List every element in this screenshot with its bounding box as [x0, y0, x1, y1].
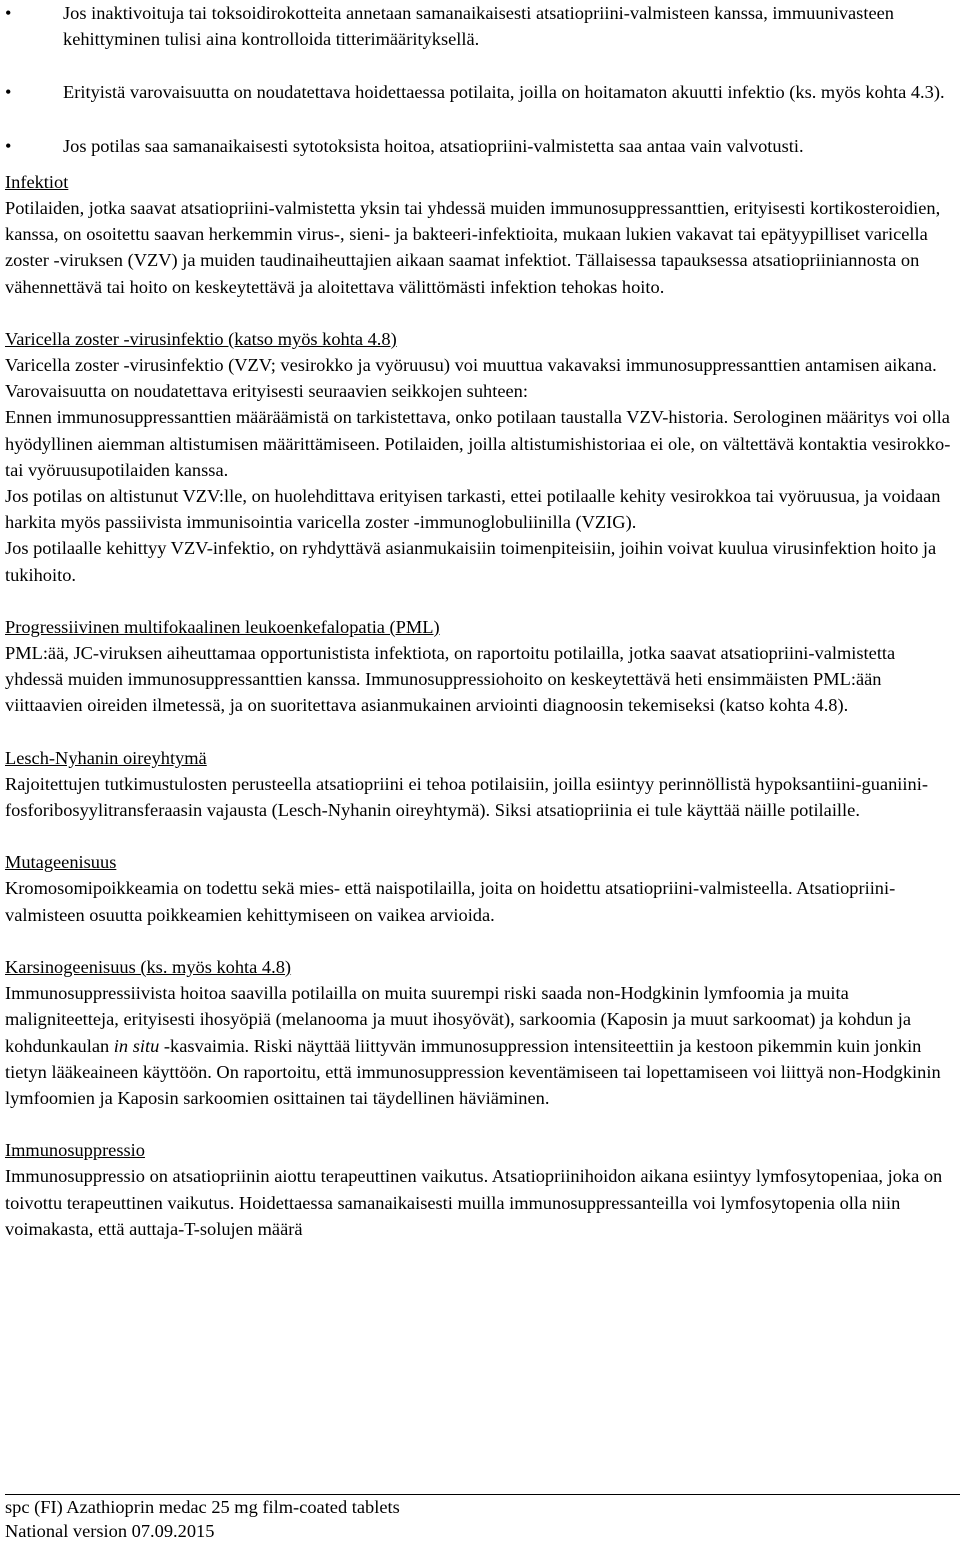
paragraph-text: Immunosuppressiivista hoitoa saavilla potilailla on muita suurempi riski saada non-Hodgkinin lymfoomia ja muita maligniteetteja, erityisesti ihosyöpiä (melanooma ja muut ihosyövät), sarkoomia (Kaposin ja muut sarkoomat) ja kohdun ja kohdunkaulan — [5, 983, 912, 1056]
section-lesch-nyhan — [5, 745, 955, 824]
section-heading: Mutageenisuus — [5, 852, 117, 873]
bullet-dot-icon: • — [5, 3, 12, 23]
bullet-dot-icon: • — [5, 135, 12, 156]
section-varicella — [5, 326, 955, 588]
section-heading: Varicella zoster -virusinfektio (katso myös kohta 4.8) — [5, 328, 397, 349]
footer-document-title: spc (FI) Azathioprin medac 25 mg film-coated tablets — [5, 1497, 400, 1517]
paragraph — [5, 980, 955, 1111]
section-heading: Immunosuppressio — [5, 1140, 145, 1161]
section-pml — [5, 614, 955, 719]
section-immunosuppressio — [5, 1137, 955, 1242]
section-mutageenisuus — [5, 849, 955, 928]
bullet-item — [5, 0, 955, 52]
document-page — [5, 0, 955, 1268]
bullet-item — [5, 79, 955, 105]
page-footer — [5, 1494, 960, 1543]
paragraph: Kromosomipoikkeamia on todettu sekä mies- että naispotilailla, joita on hoidettu atsatiopriini-valmisteella. Atsatiopriini-valmisteen osuutta poikkeamien kehittymiseen on vaikea arvioida. — [5, 878, 896, 925]
bullet-dot-icon: • — [5, 82, 12, 103]
footer-version: National version 07.09.2015 — [5, 1521, 215, 1541]
paragraph: Jos potilaalle kehittyy VZV-infektio, on ryhdyttävä asianmukaisiin toimenpiteisiin, joihin voivat kuulua virusinfektion hoito ja tukihoito. — [5, 538, 937, 585]
section-heading: Infektiot — [5, 171, 69, 192]
section-heading: Lesch-Nyhanin oireyhtymä — [5, 747, 207, 768]
paragraph: Rajoitettujen tutkimustulosten perusteella atsatiopriini ei tehoa potilaisiin, joilla esiintyy perinnöllistä hypoksantiini-guaniini-fosforibosyylitransferaasin vajausta (Lesch-Nyhanin oireyhtymä). Siksi atsatiopriinia ei tule käyttää näille potilaille. — [5, 773, 928, 821]
paragraph-text: -kasvaimia. Riski näyttää liittyvän immunosuppression intensiteettiin ja kestoon pikemmin kuin jonkin tietyn lääkeaineen käyttöön. On raportoitu, että immunosuppression keventämiseen tai lopettamiseen voi liittyä non-Hodgkinin lymfoomien ja Kaposin sarkoomien osittainen tai täydellinen häviäminen. — [5, 1035, 941, 1108]
paragraph: Potilaiden, jotka saavat atsatiopriini-valmistetta yksin tai yhdessä muiden immunosuppressanttien, erityisesti kortikosteroidien, kanssa, on osoitettu saavan herkemmin virus-, sieni- ja bakteeri-infektioita, mukaan lukien vakavat tai epätyypilliset varicella zoster -viruksen (VZV) ja muiden taudinaiheuttajien aikaan saamat infektiot. Tällaisessa tapauksessa atsatiopriiniannosta on vähennettävä tai hoito on keskeytettävä ja aloitettava välittömästi infektion tehokas hoito. — [5, 198, 941, 297]
section-heading: Progressiivinen multifokaalinen leukoenkefalopatia (PML) — [5, 616, 440, 637]
paragraph: Ennen immunosuppressanttien määräämistä on tarkistettava, onko potilaan taustalla VZV-historia. Serologinen määritys voi olla hyödyllinen aiemman altistumisen määrittämiseen. Potilaiden, joilla altistumishistoriaa ei ole, on vältettävä kontaktia vesirokko- tai vyöruusupotilaiden kanssa. — [5, 407, 951, 480]
bullet-text: Jos inaktivoituja tai toksoidirokotteita annetaan samanaikaisesti atsatiopriini-valmisteen kanssa, immuunivasteen kehittyminen tulisi aina kontrolloida titterimäärityksellä. — [63, 3, 894, 50]
section-infektiot — [5, 169, 955, 300]
paragraph: PML:ää, JC-viruksen aiheuttamaa opportunistista infektiota, on raportoitu potilailla, jotka saavat atsatiopriini-valmistetta yhdessä muiden immunosuppressanttien kanssa. Immunosuppressiohoito on keskeytettävä heti ensimmäisten PML:ään viittaavien oireiden ilmetessä, ja on suoritettava asianmukainen arviointi diagnoosin tekemiseksi (katso kohta 4.8). — [5, 643, 896, 716]
paragraph: Varicella zoster -virusinfektio (VZV; vesirokko ja vyöruusu) voi muuttua vakavaksi immunosuppressanttien antamisen aikana. Varovaisuutta on noudatettava erityisesti seuraavien seikkojen suhteen: — [5, 355, 937, 402]
bullet-item — [5, 133, 955, 159]
paragraph: Jos potilas on altistunut VZV:lle, on huolehdittava erityisen tarkasti, ettei potilaalle kehity vesirokkoa tai vyöruusua, ja voidaan harkita myös passiivista immunisointia varicella zoster -immunoglobuliinilla (VZIG). — [5, 486, 941, 533]
section-karsinogeenisuus — [5, 954, 955, 1111]
section-heading: Karsinogeenisuus (ks. myös kohta 4.8) — [5, 956, 292, 977]
paragraph: Immunosuppressio on atsatiopriinin aiottu terapeuttinen vaikutus. Atsatiopriinihoidon aikana esiintyy lymfosytopeniaa, joka on toivottu terapeuttinen vaikutus. Hoidettaessa samanaikaisesti muilla immunosuppressanteilla voi lymfosytopenia olla niin voimakasta, että auttaja-T-solujen määrä — [5, 1166, 943, 1239]
bullet-text: Jos potilas saa samanaikaisesti sytotoksista hoitoa, atsatiopriini-valmistetta saa antaa vain valvotusti. — [63, 135, 804, 156]
bullet-text: Erityistä varovaisuutta on noudatettava hoidettaessa potilaita, joilla on hoitamaton akuutti infektio (ks. myös kohta 4.3). — [63, 82, 945, 103]
bullet-list — [5, 0, 955, 159]
italic-term: in situ — [113, 1035, 160, 1056]
